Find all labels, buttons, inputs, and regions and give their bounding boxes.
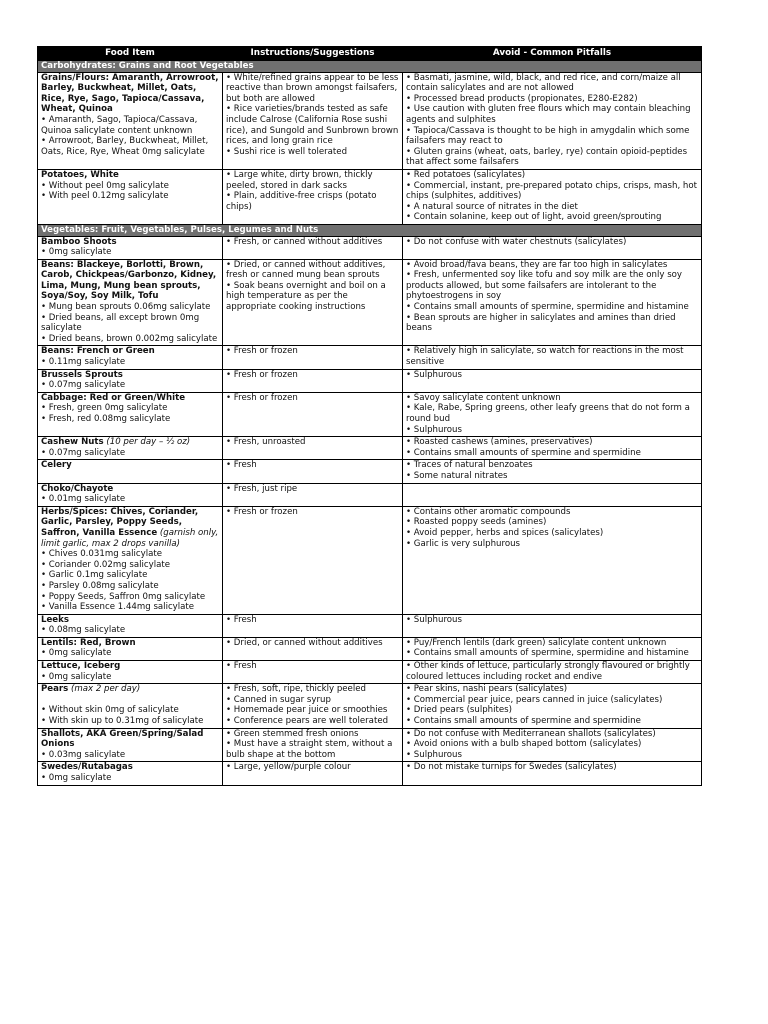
table-row [38, 614, 702, 637]
salicylate-line: • 0mg salicylate [41, 648, 112, 659]
salicylate-line: • With peel 0.12mg salicylate [41, 191, 169, 202]
table-row [38, 637, 702, 660]
instruction-line: • Canned in sugar syrup [226, 694, 331, 705]
instructions-cell [223, 684, 403, 728]
avoid-line: • Commercial pear juice, pears canned in juice (salicylates) [406, 694, 663, 705]
avoid-cell [403, 346, 702, 369]
food-item-name: Leeks [41, 614, 69, 625]
avoid-line: • A natural source of nitrates in the diet [406, 201, 578, 212]
avoid-line: • Bean sprouts are higher in salicylates and amines than dried beans [406, 312, 676, 334]
food-item-cell [38, 437, 223, 460]
salicylate-line: • 0.01mg salicylate [41, 494, 126, 505]
avoid-cell [403, 614, 702, 637]
salicylate-line: • Chives 0.031mg salicylate [41, 549, 163, 560]
avoid-cell [403, 259, 702, 346]
avoid-line: • Pear skins, nashi pears (salicylates) [406, 684, 568, 695]
avoid-line: • Do not confuse with Mediterranean shallots (salicylates) [406, 728, 656, 739]
header-food-item: Food Item [38, 47, 223, 61]
food-item-cell [38, 728, 223, 762]
food-item-name: Cashew Nuts [41, 437, 104, 448]
instruction-line: • Fresh, or canned without additives [226, 236, 383, 247]
avoid-cell [403, 506, 702, 614]
food-item-cell [38, 506, 223, 614]
instruction-line: • Homemade pear juice or smoothies [226, 705, 388, 716]
avoid-line: • Sulphurous [406, 369, 462, 380]
food-item-name: Beans: Blackeye, Borlotti, Brown, Carob, Chickpeas/Garbonzo, Kidney, Lima, Mung, Mung bean sprouts, Soya/Soy, Soy Milk, Tofu [41, 259, 217, 302]
instructions-cell [223, 392, 403, 436]
avoid-cell [403, 72, 702, 169]
salicylate-line: • Without skin 0mg of salicylate [41, 705, 179, 716]
salicylate-line: • 0.07mg salicylate [41, 380, 126, 391]
salicylate-line: • Fresh, red 0.08mg salicylate [41, 414, 171, 424]
avoid-line: • Contains small amounts of spermine, spermidine and histamine [406, 648, 689, 659]
table-row [38, 684, 702, 728]
avoid-cell [403, 483, 702, 506]
section-title: Carbohydrates: Grains and Root Vegetables [38, 61, 702, 73]
avoid-line: • Red potatoes (salicylates) [406, 169, 526, 180]
food-table [37, 46, 702, 786]
table-row [38, 661, 702, 684]
table-row [38, 346, 702, 369]
instructions-cell [223, 483, 403, 506]
food-item-name: Swedes/Rutabagas [41, 762, 133, 773]
avoid-cell [403, 369, 702, 392]
food-guide [37, 46, 701, 786]
food-item-note: (garnish only, limit garlic, max 2 drops vanilla) [41, 527, 219, 549]
salicylate-line: • 0mg salicylate [41, 773, 112, 783]
avoid-line: • Avoid onions with a bulb shaped bottom (salicylates) [406, 739, 642, 750]
food-item-name: Grains/Flours: Amaranth, Arrowroot, Barley, Buckwheat, Millet, Oats, Rice, Rye, Sago, Tapioca/Cassava, Wheat, Quinoa [41, 72, 219, 115]
food-item-name: Pears [41, 684, 69, 695]
instruction-line: • Dried, or canned without additives [226, 637, 383, 648]
avoid-line: • Roasted cashews (amines, preservatives) [406, 437, 593, 448]
avoid-line: • Tapioca/Cassava is thought to be high in amygdalin which some failsafers may react to [406, 125, 690, 147]
salicylate-line: • 0.03mg salicylate [41, 749, 126, 760]
food-item-cell [38, 762, 223, 785]
avoid-line: • Garlic is very sulphurous [406, 538, 520, 549]
table-row [38, 728, 702, 762]
avoid-line: • Sulphurous [406, 424, 462, 435]
salicylate-line: • 0mg salicylate [41, 247, 112, 258]
salicylate-line: • Poppy Seeds, Saffron 0mg salicylate [41, 591, 206, 602]
avoid-line: • Contains small amounts of spermine and spermidine [406, 716, 641, 727]
avoid-line: • Do not mistake turnips for Swedes (salicylates) [406, 762, 617, 773]
food-item-cell [38, 637, 223, 660]
salicylate-line: • 0.07mg salicylate [41, 447, 126, 458]
instructions-cell [223, 506, 403, 614]
header-avoid: Avoid - Common Pitfalls [403, 47, 702, 61]
instructions-cell [223, 346, 403, 369]
salicylate-line: • Garlic 0.1mg salicylate [41, 570, 148, 581]
food-item-cell [38, 72, 223, 169]
instructions-cell [223, 661, 403, 684]
salicylate-line: • Arrowroot, Barley, Buckwheat, Millet, Oats, Rice, Rye, Wheat 0mg salicylate [41, 136, 209, 157]
food-item-name: Lettuce, Iceberg [41, 661, 121, 672]
avoid-line: • Dried pears (sulphites) [406, 705, 513, 716]
avoid-line: • Basmati, jasmine, wild, black, and red rice, and corn/maize all contain salicylates and are not allowed [406, 72, 681, 94]
avoid-line: • Use caution with gluten free flours which may contain bleaching agents and sulphites [406, 104, 691, 125]
food-item-name: Beans: French or Green [41, 346, 155, 357]
avoid-cell [403, 392, 702, 436]
avoid-line: • Some natural nitrates [406, 470, 508, 481]
avoid-line: • Fresh, unfermented soy like tofu and soy milk are the only soy products allowed, but some failsafers are intolerant to the phytoestrogens in soy [406, 270, 683, 302]
food-item-note: (max 2 per day) [71, 684, 141, 695]
food-item-name: Lentils: Red, Brown [41, 637, 136, 648]
salicylate-line: • 0.11mg salicylate [41, 357, 126, 368]
table-body [38, 61, 702, 786]
instruction-line: • Fresh or frozen [226, 346, 298, 357]
instruction-line: • White/refined grains appear to be less reactive than brown amongst failsafers, but both are allowed [226, 72, 399, 104]
table-row [38, 437, 702, 460]
table-row [38, 72, 702, 169]
table-row [38, 259, 702, 346]
table-row [38, 483, 702, 506]
avoid-line: • Savoy salicylate content unknown [406, 392, 561, 403]
avoid-cell [403, 169, 702, 224]
salicylate-line: • Without peel 0mg salicylate [41, 180, 169, 191]
avoid-line: • Do not confuse with water chestnuts (salicylates) [406, 236, 627, 247]
instructions-cell [223, 437, 403, 460]
instruction-line: • Fresh, soft, ripe, thickly peeled [226, 684, 366, 695]
food-item-cell [38, 614, 223, 637]
header-instructions: Instructions/Suggestions [223, 47, 403, 61]
instruction-line: • Rice varieties/brands tested as safe include Calrose (California Rose sushi rice), and Sungold and Sunbrown brown rices, and long grain rice [226, 104, 399, 147]
table-row [38, 236, 702, 259]
salicylate-line: • 0mg salicylate [41, 671, 112, 682]
instructions-cell [223, 72, 403, 169]
avoid-line: • Other kinds of lettuce, particularly strongly flavoured or brightly coloured lettuces including rocket and endive [406, 661, 690, 682]
avoid-line: • Sulphurous [406, 749, 462, 760]
table-row [38, 369, 702, 392]
instructions-cell [223, 728, 403, 762]
table-row [38, 506, 702, 614]
salicylate-line: • Dried beans, all except brown 0mg salicylate [41, 312, 200, 334]
avoid-cell [403, 684, 702, 728]
avoid-line: • Sulphurous [406, 614, 462, 625]
instruction-line: • Fresh [226, 614, 257, 625]
avoid-line: • Avoid pepper, herbs and spices (salicylates) [406, 527, 604, 538]
salicylate-line: • Mung bean sprouts 0.06mg salicylate [41, 302, 211, 313]
instruction-line: • Large white, dirty brown, thickly peeled, stored in dark sacks [226, 169, 373, 191]
instruction-line: • Must have a straight stem, without a bulb shape at the bottom [226, 739, 393, 760]
avoid-line: • Gluten grains (wheat, oats, barley, rye) contain opioid-peptides that affect some failsafers [406, 146, 688, 168]
instruction-line: • Plain, additive-free crisps (potato chips) [226, 191, 377, 212]
avoid-line: • Contains small amounts of spermine and spermidine [406, 447, 641, 458]
avoid-line: • Puy/French lentils (dark green) salicylate content unknown [406, 637, 667, 648]
avoid-line: • Roasted poppy seeds (amines) [406, 517, 547, 528]
instruction-line: • Dried, or canned without additives, fresh or canned mung bean sprouts [226, 259, 386, 281]
instructions-cell [223, 369, 403, 392]
instruction-line: • Fresh or frozen [226, 369, 298, 380]
instructions-cell [223, 460, 403, 483]
instructions-cell [223, 762, 403, 785]
instruction-line: • Fresh, unroasted [226, 437, 306, 448]
food-item-cell [38, 483, 223, 506]
salicylate-line: • Fresh, green 0mg salicylate [41, 403, 168, 414]
avoid-line: • Contains small amounts of spermine, spermidine and histamine [406, 302, 689, 313]
food-item-name: Potatoes, White [41, 169, 119, 180]
instruction-line: • Fresh [226, 661, 257, 672]
avoid-line: • Traces of natural benzoates [406, 460, 533, 471]
avoid-cell [403, 460, 702, 483]
salicylate-line: • Amaranth, Sago, Tapioca/Cassava, Quinoa salicylate content unknown [41, 114, 198, 136]
avoid-cell [403, 762, 702, 785]
spacer [41, 695, 219, 706]
food-item-cell [38, 369, 223, 392]
instructions-cell [223, 169, 403, 224]
salicylate-line: • Dried beans, brown 0.002mg salicylate [41, 333, 218, 344]
instructions-cell [223, 614, 403, 637]
instruction-line: • Green stemmed fresh onions [226, 728, 359, 739]
food-item-name: Herbs/Spices: Chives, Coriander, Garlic, Parsley, Poppy Seeds, Saffron, Vanilla Essence [41, 506, 199, 538]
food-item-name: Bamboo Shoots [41, 236, 117, 247]
header-row [38, 47, 702, 61]
food-item-cell [38, 392, 223, 436]
food-item-name: Brussels Sprouts [41, 369, 123, 380]
avoid-cell [403, 437, 702, 460]
table-row [38, 392, 702, 436]
instruction-line: • Fresh, just ripe [226, 483, 298, 494]
instructions-cell [223, 259, 403, 346]
instruction-line: • Soak beans overnight and boil on a high temperature as per the appropriate cooking instructions [226, 280, 386, 313]
avoid-cell [403, 661, 702, 684]
section-header-row [38, 224, 702, 236]
avoid-cell [403, 236, 702, 259]
instructions-cell [223, 637, 403, 660]
avoid-cell [403, 637, 702, 660]
food-item-cell [38, 259, 223, 346]
avoid-line: • Processed bread products (propionates, E280-E282) [406, 93, 638, 104]
food-item-cell [38, 661, 223, 684]
food-item-name: Celery [41, 460, 72, 471]
avoid-line: • Kale, Rabe, Spring greens, other leafy greens that do not form a round bud [406, 403, 690, 424]
table-row [38, 762, 702, 785]
food-item-cell [38, 684, 223, 728]
instruction-line: • Fresh [226, 460, 257, 471]
table-row [38, 169, 702, 224]
instruction-line: • Large, yellow/purple colour [226, 762, 351, 773]
food-item-cell [38, 460, 223, 483]
salicylate-line: • Vanilla Essence 1.44mg salicylate [41, 602, 195, 613]
instruction-line: • Sushi rice is well tolerated [226, 146, 348, 157]
avoid-line: • Contain solanine, keep out of light, avoid green/sprouting [406, 212, 662, 223]
food-item-cell [38, 236, 223, 259]
avoid-cell [403, 728, 702, 762]
salicylate-line: • Coriander 0.02mg salicylate [41, 559, 171, 570]
food-item-cell [38, 169, 223, 224]
table-row [38, 460, 702, 483]
instruction-line: • Fresh or frozen [226, 392, 298, 403]
avoid-line: • Relatively high in salicylate, so watch for reactions in the most sensitive [406, 346, 684, 368]
food-item-name: Shallots, AKA Green/Spring/Salad Onions [41, 728, 204, 750]
avoid-line: • Contains other aromatic compounds [406, 506, 571, 517]
instruction-line: • Fresh or frozen [226, 506, 298, 517]
salicylate-line: • Parsley 0.08mg salicylate [41, 580, 159, 591]
food-item-name: Cabbage: Red or Green/White [41, 392, 186, 403]
section-title: Vegetables: Fruit, Vegetables, Pulses, Legumes and Nuts [38, 224, 702, 236]
avoid-line: • Avoid broad/fava beans, they are far too high in salicylates [406, 259, 668, 270]
salicylate-line: • With skin up to 0.31mg of salicylate [41, 716, 204, 727]
instructions-cell [223, 236, 403, 259]
food-item-name: Choko/Chayote [41, 483, 114, 494]
salicylate-line: • 0.08mg salicylate [41, 625, 126, 636]
food-item-note: (10 per day – ½ oz) [106, 437, 191, 448]
avoid-line: • Commercial, instant, pre-prepared potato chips, crisps, mash, hot chips (sulphites, additives) [406, 180, 697, 202]
section-header-row [38, 61, 702, 73]
instruction-line: • Conference pears are well tolerated [226, 716, 389, 727]
food-item-cell [38, 346, 223, 369]
